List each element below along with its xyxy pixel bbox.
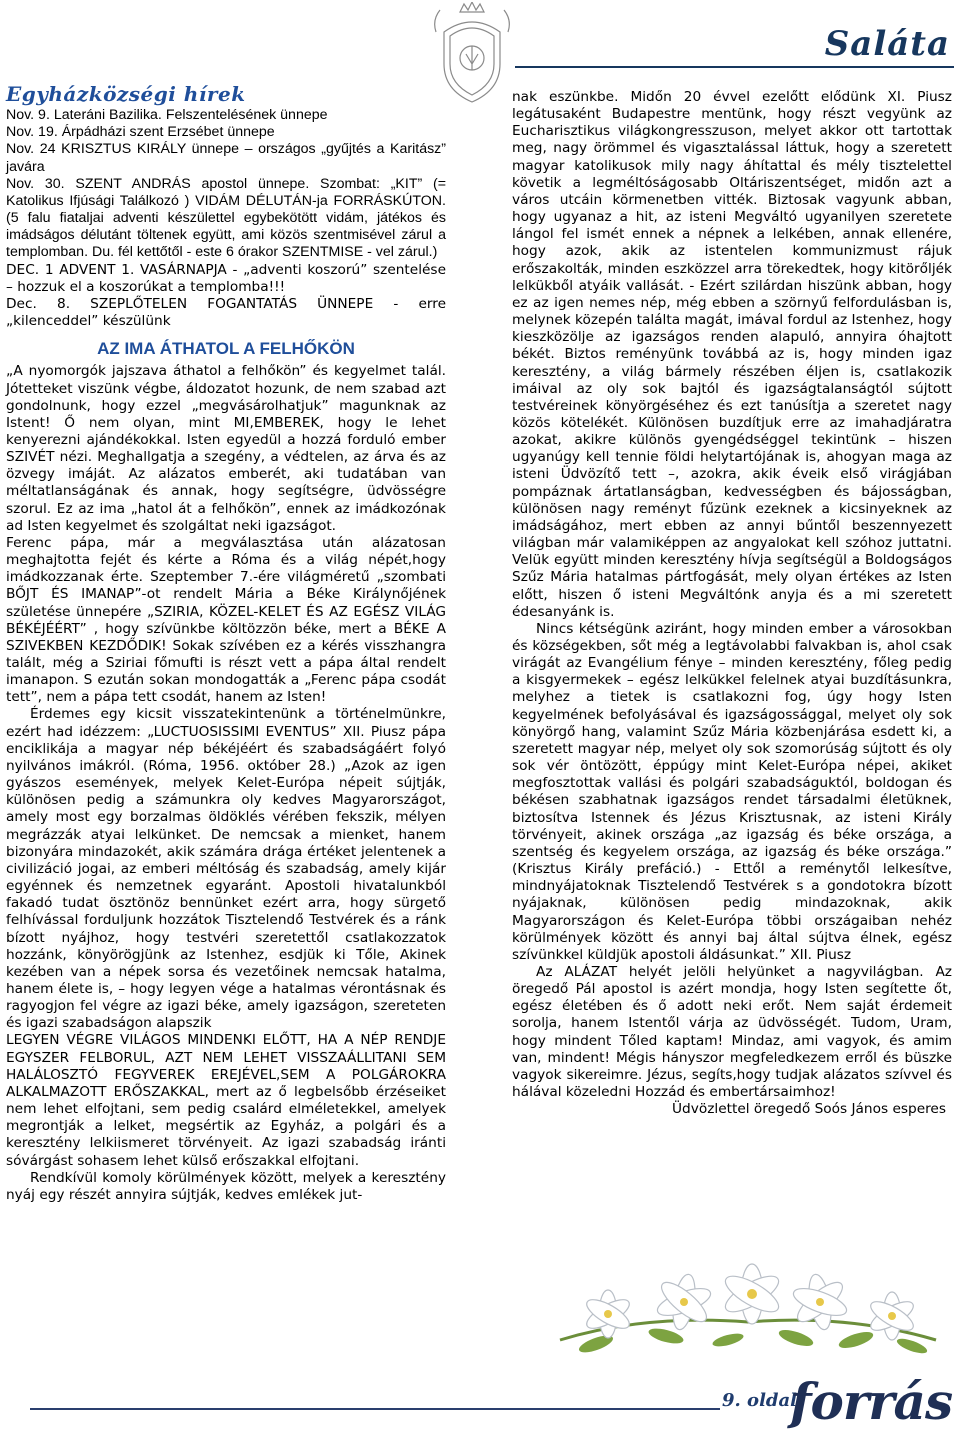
signature: Üdvözlettel öregedő Soós János esperes [672,1101,946,1118]
article-paragraph: Rendkívül komoly körülmények között, melyek a keresztény nyáj egy részét annyira sújtják, kedves emlékek jut- [6,1169,446,1203]
flower-garland-image [556,1244,940,1374]
event-item: Nov. 24 KRISZTUS KIRÁLY ünnepe – országos „gyűjtés a Karitász” javára [6,141,446,175]
event-item: Nov. 19. Árpádházi szent Erzsébet ünnepe [6,124,275,141]
left-column [6,82,446,1204]
article-paragraph: Érdemes egy kicsit visszatekintenünk a történelmünkre, ezért had idézzem: „LUCTUOSISSIMI EVENTUS” XII. Piusz pápa enciklikája a magyar nép békéjéért és szabadságáért folyó nyilvános imákról. (Róma, 1956. október 28.) „Azok az igen gyászos események, melyek Kelet-Európa népeit sújtják, különösen pedig a számunkra oly kedves Magyarországot, amely most egy borzalmas öldöklés vérében fekszik, mélyen megrázzák atyai lelkünket. De nemcsak a mienket, hanem bizonyára mindazokét, akik számára drága értéket jelentenek a civilizáció jogai, az emberi méltóság és szabadság, amely kijár egyénnek és nemzetnek egyaránt. Apostoli hivatalunkból fakadó tudat ösztönöz bennünket ezért arra, hogy sürgető felhívással forduljunk hozzátok Tisztelendő Testvérek és a ránk bízott nyájhoz, hogy testvéri szeretettől csatlakozzatok hozzánk, könyörögjünk az Istenhez, esdjük ki Tőle, Akinek kezében van a népek sorsa és vezetőinek nemcsak hatalma, hanem élete is, – hogy legyen vége a hatalmas vérontásnak és ragyogjon fel végre az igazi béke, amely igazságon, szereteten és igazi szabadságon alapszik [6,706,446,1032]
forras-logo: forrás [790,1372,953,1431]
header-title: Saláta [824,24,950,64]
article-heading: AZ IMA ÁTHATOL A FELHŐKÖN [97,339,355,359]
event-item: Nov. 9. Lateráni Bazilika. Felszentelésének ünnepe [6,107,328,124]
article-paragraph: LEGYEN VÉGRE VILÁGOS MINDENKI ELŐTT, HA A NÉP RENDJE EGYSZER FELBORUL, AZT NEM LEHET VISSZAÁLLITANI SEM HALÁLOSZTÓ FEGYVEREK EREJÉVEL,SEM A POLGÁROKRA ALKALMAZOTT ERŐSZAKKAL, mert az ő legbelsőbb érzéseiket nem lehet elfojtani, sem pedig csalárd elméletekkel, amelyek megrontják a lelket, megsértik az Egyház, a polgári és a keresztény lelkiismeret törvényeit. Az igazi szabadság iránti sóvárgást sohasem lehet külső erőszakkal elfojtani. [6,1032,446,1169]
article-paragraph: Az ALÁZAT helyét jelöli helyünket a nagyvilágban. Az öregedő Pál apostol is azért mondja, hogy Isten segítette őt, egész életében és ő adott neki erőt. Nem saját érdemeit sorolja, hanem Istentől várja az üdvösségét. Tudom, Uram, hogy mindent Tőled kaptam! Mindaz, ami vagyok, és amim van, mindent! Mégis hányszor megfeledkezem erről és büszke vagyok sikereimre. Jézus, segíts,hogy tudjak alázatos szívvel és hálával közeledni Hozzád és embertársaimhoz! [512,963,952,1101]
event-item: DEC. 1 ADVENT 1. VASÁRNAPJA - „adventi koszorú” szentelése – hozzuk el a koszorúkat a templomba!!! [6,261,446,295]
article-paragraph: nak eszünkbe. Midőn 20 évvel ezelőtt elődünk XI. Piusz legátusaként Budapestre mentünk, hogy részt vegyünk az Eucharisztikus világkongresszuson, melyet akkor ott tartottak meg, nagy örömmel és vigasztalással láttuk, hogy a szeretett magyar katolikusok mily nagy áhítattal és mély tisztelettel követik a legméltóságosabb Oltáriszentséget, midőn azt a város utcáin körmenetben vitték. Biztosak vagyunk abban, hogy ugyanaz a hit, az isteni Megváltó ugyanilyen szeretete lángol fel ismét ennek a népnek a lelkében, annak ellenére, hogy azok, akik az istentelen kommunizmust rájuk erőszakolták, minden eszközzel arra törekedtek, hogy kitörőljék lelkükből atyáik vallását. - Ezért szilárdan hiszünk abban, hogy ez az igen nemes nép, még ebben a szörnyű felfordulásban is, melynek közepén találta magát, imával fordul az Istenhez, hogy kieszközölje az igazságos renden alapuló, annyira óhajtott békét. Biztos reményünk továbbá az is, hogy minden igaz keresztény, a világ bármely részében éljen is, csatlakozik imáival az oly sok bajtól és igazságtalanságtól sújtott testvéreinek könyörgéséhez és ezt tanúsítja a szeretet nagy közös kötelékét. Különösen buzdítjuk erre az imahadjáratra azokat, akikre különös gyengédséggel tekintünk – hiszen ugyanúgy kell tennie földi helytartójának is, ahogyan maga az isteni Üdvözítő tett –, azokra, akik éveik első virágjában pompáznak ártatlanságban, kedvességben és bájosságban, különösen nagy reményt fűzünk ezeknek a kicsinyeknek az imádságához, mert ebben az annyi bűntől beszennyezett világban már valamiképpen az angyalokat kell szóhoz juttatni. Velük együtt minden keresztény hívja segítségül a Boldogságos Szűz Mária hatalmas pártfogását, mely olyan értékes az Isten előtt, hiszen ő isteni Megváltónk anyja és a mi szeretett édesanyánk is. [512,89,952,620]
article-paragraph: Ferenc pápa, már a megválasztása után alázatosan meghajtotta fejét és kérte a Róma és a világ népét,hogy imádkozzanak érte. Szeptember 7.-ére világméretű „szombati BŐJT ÉS IMANAP”-ot rendelt Mária a Béke Királynőjének születése ünnepére „SZIRIA, KÖZEL-KELET ÉS AZ EGÉSZ VILÁG BÉKÉJÉÉRT” , hogy szívünkbe költözzön béke, mert a BÉKE A SZIVEKBEN KEZDŐDIK! Sokak szívében ez a kérés visszhangra talált, még a Sziriai főmufti is részt vett a pápa által rendelt imanapon. S ezután sokan mondogatták a „Ferenc pápa csodát tett”, nem a pápa tett csodát, hanem az Isten! [6,534,446,706]
article-paragraph: Nincs kétségünk aziránt, hogy minden ember a városokban és községekben, sőt még a legtávolabbi falvakban is, ahol csak virágát az Evangélium fénye – minden keresztény, főleg pedig a kisgyermekek – egész lelkükkel felelnek atyai buzdításunkra, melyhez a tietek is csatlakozni fog, úgy hogy Isten kegyelmének befolyásával és igazságossággal, melyet oly sok könyörgő hang, valamint Szűz Mária közbenjárása esdett ki, a szeretett magyar nép, melyet oly sok szomorúság sújtott és oly sok vér öntözött, éppúgy mint Kelet-Európa népei, akiket megfosztottak vallási és polgári szabadságuktól, boldogan és békésen szabhatnak igazságos rendet társadalmi életüknek, biztosítva Istennek és Jézus Krisztusnak, az isteni Király törvényeit, akinek országa „az igazság és béke országa, a szentség és kegyelem országa, az igazság és béke országa.” (Krisztus Király prefáció.) - Ettől a reménytől lelkesítve, mindnyájatoknak Tisztelendő Testvérek s a gondotokra bízott nyájaknak, különösen pedig mindazoknak, akik Magyarországon és Kelet-Európa többi országaiban nehéz körülmények között és annyi baj által sújtva élnek, egész szívünkkel küldjük apostoli áldásunkat.” XII. Piusz [512,620,952,963]
event-item: Dec. 8. SZEPLŐTELEN FOGANTATÁS ÜNNEPE - erre „kilenceddel” készülünk [6,295,446,330]
footer-rule [30,1408,720,1410]
right-column [512,89,952,1118]
article-paragraph: „A nyomorgók jajszava áthatol a felhőkön” és kegyelmet talál. Jótetteket viszünk végbe, áldozatot hozunk, de nem szabad azt gondolnunk, hogy ezzel „megvásárolhatjuk” magunknak az Istent! Ő nem olyan, mint MI,EMBEREK, hogy le lehet kenyerezni ajándékokkal. Isten egyedül a hozzá forduló ember SZIVÉT nézi. Meghallgatja a szegény, a védtelen, az árva és az özvegy imáját. Az alázatos emberét, aki tudatában van méltatlanságának és annak, hogy segítségre, üdvösségre szorul. Ez az ima „hatol át a felhőkön”, ennek az imádkozónak ad Isten kegyelmet és szolgáltat neki igazságot. [6,363,446,534]
section-title: Egyházközségi hírek [6,82,246,106]
page-number: 9. oldal [722,1390,797,1411]
header-rule [515,66,954,68]
event-item: Nov. 30. SZENT ANDRÁS apostol ünnepe. Szombat: „KIT” (= Katolikus Ifjúsági Találkozó ) VIDÁM DÉLUTÁN-ja FORRÁSKÚTON. (5 falu fiataljai adventi készülettel egybekötött vidám, játékos és imádságos délutánt töltenek együtt, ami közös szentmisével zárul a templomban. Du. fél kettőtől - este 6 órakor SZENTMISE - vel zárul.) [6,175,446,261]
